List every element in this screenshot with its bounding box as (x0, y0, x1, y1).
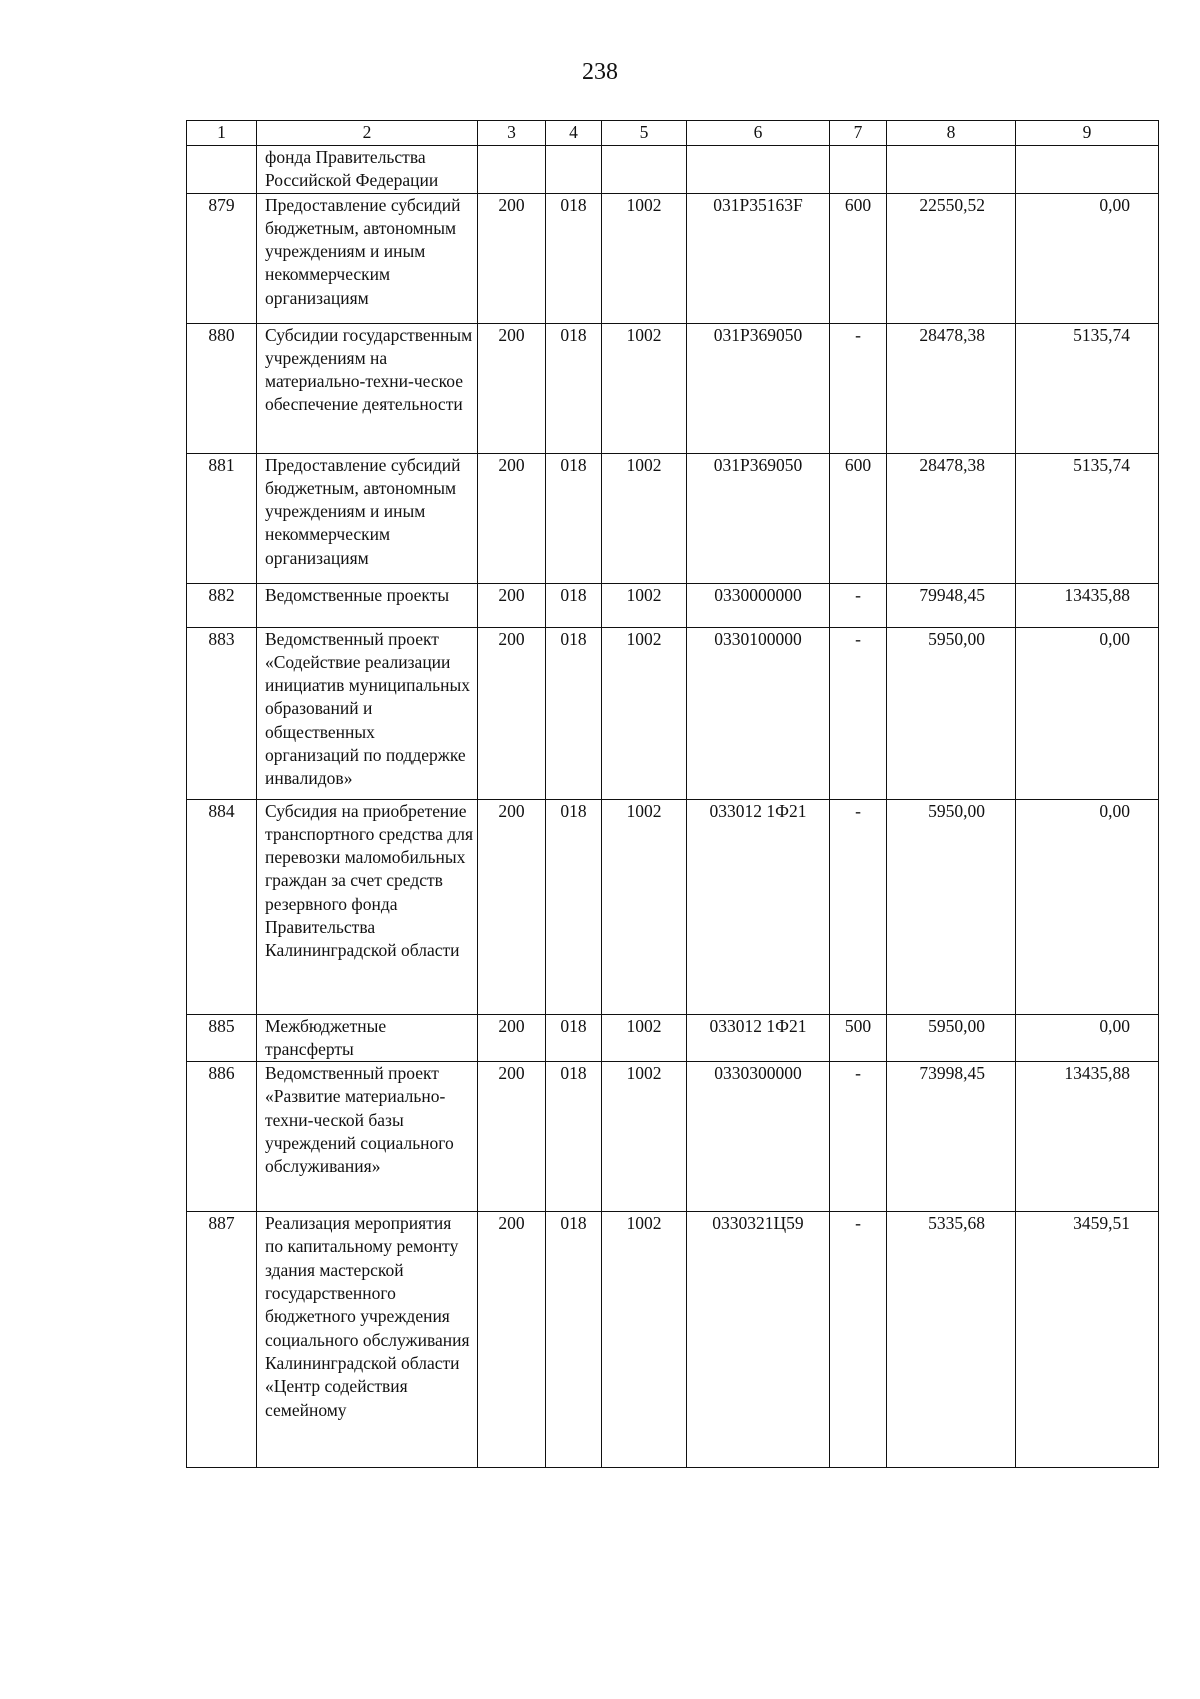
ministry-code-cell: 200 (478, 453, 546, 583)
department-code-cell: 018 (546, 193, 602, 323)
amount-cell: 13435,88 (1016, 583, 1159, 627)
description-cell: Субсидии государственным учреждениям на материально-техни-ческое обеспечение деятельности (257, 323, 478, 453)
amount-cell: 5950,00 (887, 627, 1016, 799)
department-code-cell: 018 (546, 1014, 602, 1062)
section-code-cell: 1002 (602, 1062, 687, 1212)
description-cell: Межбюджетные трансферты (257, 1014, 478, 1062)
row-number-cell (187, 146, 257, 194)
row-number-cell: 879 (187, 193, 257, 323)
section-code-cell: 1002 (602, 627, 687, 799)
expense-type-cell: - (830, 799, 887, 1014)
amount-cell: 13435,88 (1016, 1062, 1159, 1212)
section-code-cell: 1002 (602, 323, 687, 453)
ministry-code-cell (478, 146, 546, 194)
column-header: 4 (546, 121, 602, 146)
amount-cell (887, 146, 1016, 194)
description-cell: Субсидия на приобретение транспортного средства для перевозки маломобильных граждан за счет средств резервного фонда Правительства Калининградской области (257, 799, 478, 1014)
table-row (187, 453, 1159, 583)
expense-type-cell: - (830, 1062, 887, 1212)
table-row (187, 323, 1159, 453)
description-cell: фонда Правительства Российской Федерации (257, 146, 478, 194)
table-row (187, 1062, 1159, 1212)
ministry-code-cell: 200 (478, 627, 546, 799)
row-number-cell: 887 (187, 1212, 257, 1468)
row-number-cell: 881 (187, 453, 257, 583)
department-code-cell: 018 (546, 799, 602, 1014)
amount-cell: 28478,38 (887, 323, 1016, 453)
department-code-cell: 018 (546, 323, 602, 453)
section-code-cell: 1002 (602, 193, 687, 323)
column-header: 3 (478, 121, 546, 146)
description-cell: Ведомственный проект «Развитие материально-техни-ческой базы учреждений социального обслуживания» (257, 1062, 478, 1212)
amount-cell: 0,00 (1016, 627, 1159, 799)
description-cell: Реализация мероприятия по капитальному ремонту здания мастерской государственного бюджетного учреждения социального обслуживания Калининградской области «Центр содействия семейному (257, 1212, 478, 1468)
department-code-cell: 018 (546, 627, 602, 799)
table-row (187, 193, 1159, 323)
description-cell: Предоставление субсидий бюджетным, автономным учреждениям и иным некоммерческим организациям (257, 453, 478, 583)
description-cell: Ведомственный проект «Содействие реализации инициатив муниципальных образований и общественных организаций по поддержке инвалидов» (257, 627, 478, 799)
target-article-cell: 031P369050 (687, 323, 830, 453)
section-code-cell: 1002 (602, 799, 687, 1014)
section-code-cell: 1002 (602, 453, 687, 583)
ministry-code-cell: 200 (478, 1212, 546, 1468)
description-cell: Предоставление субсидий бюджетным, автономным учреждениям и иным некоммерческим организациям (257, 193, 478, 323)
ministry-code-cell: 200 (478, 1062, 546, 1212)
ministry-code-cell: 200 (478, 323, 546, 453)
expense-type-cell (830, 146, 887, 194)
expense-type-cell: - (830, 627, 887, 799)
table-row (187, 627, 1159, 799)
row-number-cell: 884 (187, 799, 257, 1014)
amount-cell: 79948,45 (887, 583, 1016, 627)
department-code-cell: 018 (546, 1212, 602, 1468)
amount-cell: 5950,00 (887, 799, 1016, 1014)
page-number: 238 (582, 59, 618, 85)
ministry-code-cell: 200 (478, 193, 546, 323)
table-row (187, 799, 1159, 1014)
amount-cell: 0,00 (1016, 1014, 1159, 1062)
target-article-cell: 031P35163F (687, 193, 830, 323)
row-number-cell: 882 (187, 583, 257, 627)
target-article-cell: 0330321Ц59 (687, 1212, 830, 1468)
target-article-cell: 0330300000 (687, 1062, 830, 1212)
amount-cell: 0,00 (1016, 799, 1159, 1014)
target-article-cell: 0330100000 (687, 627, 830, 799)
target-article-cell (687, 146, 830, 194)
amount-cell: 22550,52 (887, 193, 1016, 323)
amount-cell: 5135,74 (1016, 453, 1159, 583)
amount-cell: 3459,51 (1016, 1212, 1159, 1468)
table-header-row (187, 121, 1159, 146)
table-body (187, 146, 1159, 1468)
section-code-cell: 1002 (602, 1014, 687, 1062)
section-code-cell: 1002 (602, 583, 687, 627)
ministry-code-cell: 200 (478, 799, 546, 1014)
amount-cell: 0,00 (1016, 193, 1159, 323)
column-header: 9 (1016, 121, 1159, 146)
department-code-cell (546, 146, 602, 194)
section-code-cell (602, 146, 687, 194)
target-article-cell: 031P369050 (687, 453, 830, 583)
target-article-cell: 033012 1Ф21 (687, 1014, 830, 1062)
amount-cell: 5950,00 (887, 1014, 1016, 1062)
ministry-code-cell: 200 (478, 1014, 546, 1062)
column-header: 1 (187, 121, 257, 146)
row-number-cell: 886 (187, 1062, 257, 1212)
expense-type-cell: - (830, 583, 887, 627)
table-row (187, 1212, 1159, 1468)
target-article-cell: 0330000000 (687, 583, 830, 627)
section-code-cell: 1002 (602, 1212, 687, 1468)
column-header: 8 (887, 121, 1016, 146)
amount-cell: 73998,45 (887, 1062, 1016, 1212)
column-header: 5 (602, 121, 687, 146)
amount-cell: 28478,38 (887, 453, 1016, 583)
column-header: 6 (687, 121, 830, 146)
department-code-cell: 018 (546, 583, 602, 627)
expense-type-cell: - (830, 1212, 887, 1468)
table-row (187, 1014, 1159, 1062)
table-row (187, 583, 1159, 627)
row-number-cell: 880 (187, 323, 257, 453)
amount-cell: 5335,68 (887, 1212, 1016, 1468)
expense-type-cell: 500 (830, 1014, 887, 1062)
department-code-cell: 018 (546, 453, 602, 583)
expense-type-cell: - (830, 323, 887, 453)
target-article-cell: 033012 1Ф21 (687, 799, 830, 1014)
amount-cell (1016, 146, 1159, 194)
budget-table (186, 120, 1159, 1468)
table-row (187, 146, 1159, 194)
column-header: 7 (830, 121, 887, 146)
expense-type-cell: 600 (830, 193, 887, 323)
row-number-cell: 885 (187, 1014, 257, 1062)
amount-cell: 5135,74 (1016, 323, 1159, 453)
column-header: 2 (257, 121, 478, 146)
row-number-cell: 883 (187, 627, 257, 799)
ministry-code-cell: 200 (478, 583, 546, 627)
description-cell: Ведомственные проекты (257, 583, 478, 627)
expense-type-cell: 600 (830, 453, 887, 583)
department-code-cell: 018 (546, 1062, 602, 1212)
